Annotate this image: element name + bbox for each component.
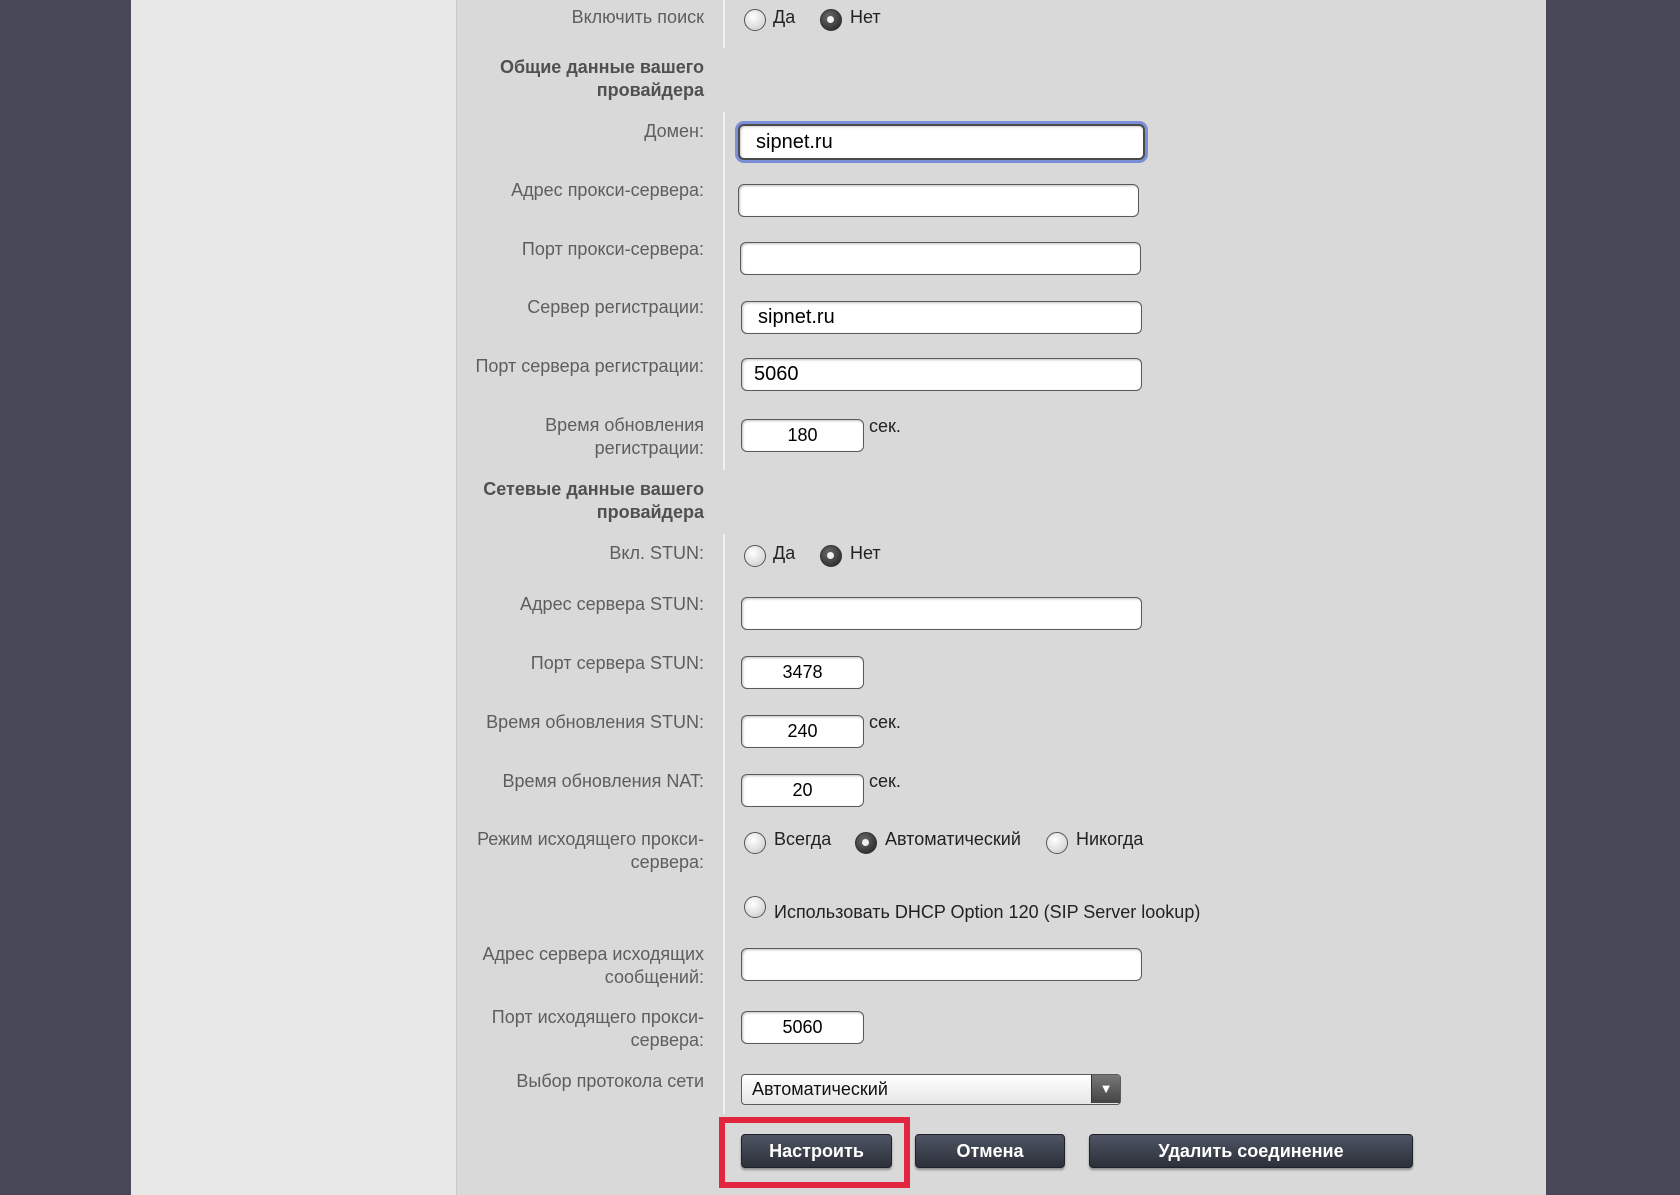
stun-no-radio[interactable] (820, 545, 842, 567)
domain-label: Домен: (644, 121, 704, 141)
outbound-never-label: Никогда (1076, 829, 1144, 849)
outbound-never-radio[interactable] (1046, 832, 1068, 854)
section-heading-general: Общие данные вашего провайдера (499, 57, 704, 100)
registrar-input[interactable]: sipnet.ru (741, 301, 1142, 334)
outbound-auto-radio[interactable] (855, 832, 877, 854)
outbound-port-label: Порт исходящего прокси- сервера: (491, 1007, 704, 1050)
reg-refresh-label: Время обновления регистрации: (545, 415, 704, 458)
proxy-address-input[interactable] (738, 184, 1139, 217)
column-divider (723, 534, 725, 1114)
protocol-select[interactable] (741, 1074, 1121, 1105)
dhcp-option-label: Использовать DHCP Option 120 (SIP Server lookup) (774, 902, 1201, 922)
stun-label: Вкл. STUN: (609, 543, 704, 563)
dhcp-option-radio[interactable] (744, 896, 766, 918)
reg-refresh-unit: сек. (869, 416, 901, 436)
outbound-port-input[interactable]: 5060 (741, 1011, 864, 1044)
reg-refresh-input[interactable]: 180 (741, 419, 864, 452)
proxy-address-label: Адрес прокси-сервера: (511, 180, 704, 200)
proxy-port-label: Порт прокси-сервера: (521, 239, 704, 259)
delete-connection-button[interactable]: Удалить соединение (1089, 1134, 1413, 1168)
stun-refresh-input[interactable]: 240 (741, 715, 864, 748)
domain-input[interactable]: sipnet.ru (738, 124, 1145, 160)
outbound-always-radio[interactable] (744, 832, 766, 854)
highlight-frame (719, 1117, 910, 1188)
stun-no-label: Нет (850, 543, 881, 563)
stun-yes-label: Да (773, 543, 796, 563)
configure-button[interactable]: Настроить (741, 1134, 892, 1168)
column-divider (723, 0, 725, 48)
registrar-port-label: Порт сервера регистрации: (475, 356, 704, 376)
stun-refresh-label: Время обновления STUN: (486, 712, 704, 732)
outbound-auto-label: Автоматический (885, 829, 1021, 849)
cancel-button[interactable]: Отмена (915, 1134, 1065, 1168)
search-yes-radio[interactable] (744, 9, 766, 31)
registrar-port-input[interactable]: 5060 (741, 358, 1142, 391)
outbound-always-label: Всегда (774, 829, 832, 849)
search-yes-label: Да (773, 7, 796, 27)
section-heading-network: Сетевые данные вашего провайдера (483, 479, 704, 522)
stun-yes-radio[interactable] (744, 545, 766, 567)
outbound-address-label: Адрес сервера исходящих сообщений: (482, 944, 704, 987)
search-no-radio[interactable] (820, 9, 842, 31)
outbound-mode-label: Режим исходящего прокси- сервера: (477, 829, 704, 872)
protocol-select-value: Автоматический (752, 1079, 888, 1099)
search-no-label: Нет (850, 7, 881, 27)
protocol-label: Выбор протокола сети (516, 1071, 704, 1091)
nat-refresh-unit: сек. (869, 771, 901, 791)
stun-port-label: Порт сервера STUN: (530, 653, 704, 673)
search-label: Включить поиск (571, 7, 704, 27)
stun-port-input[interactable]: 3478 (741, 656, 864, 689)
outbound-address-input[interactable] (741, 948, 1142, 981)
proxy-port-input[interactable] (740, 242, 1141, 275)
stun-refresh-unit: сек. (869, 712, 901, 732)
stun-address-label: Адрес сервера STUN: (520, 594, 704, 614)
chevron-down-icon[interactable]: ▼ (1091, 1075, 1120, 1103)
nat-refresh-input[interactable]: 20 (741, 774, 864, 807)
registrar-label: Сервер регистрации: (527, 297, 704, 317)
nat-refresh-label: Время обновления NAT: (502, 771, 704, 791)
column-divider (723, 112, 725, 470)
stun-address-input[interactable] (741, 597, 1142, 630)
